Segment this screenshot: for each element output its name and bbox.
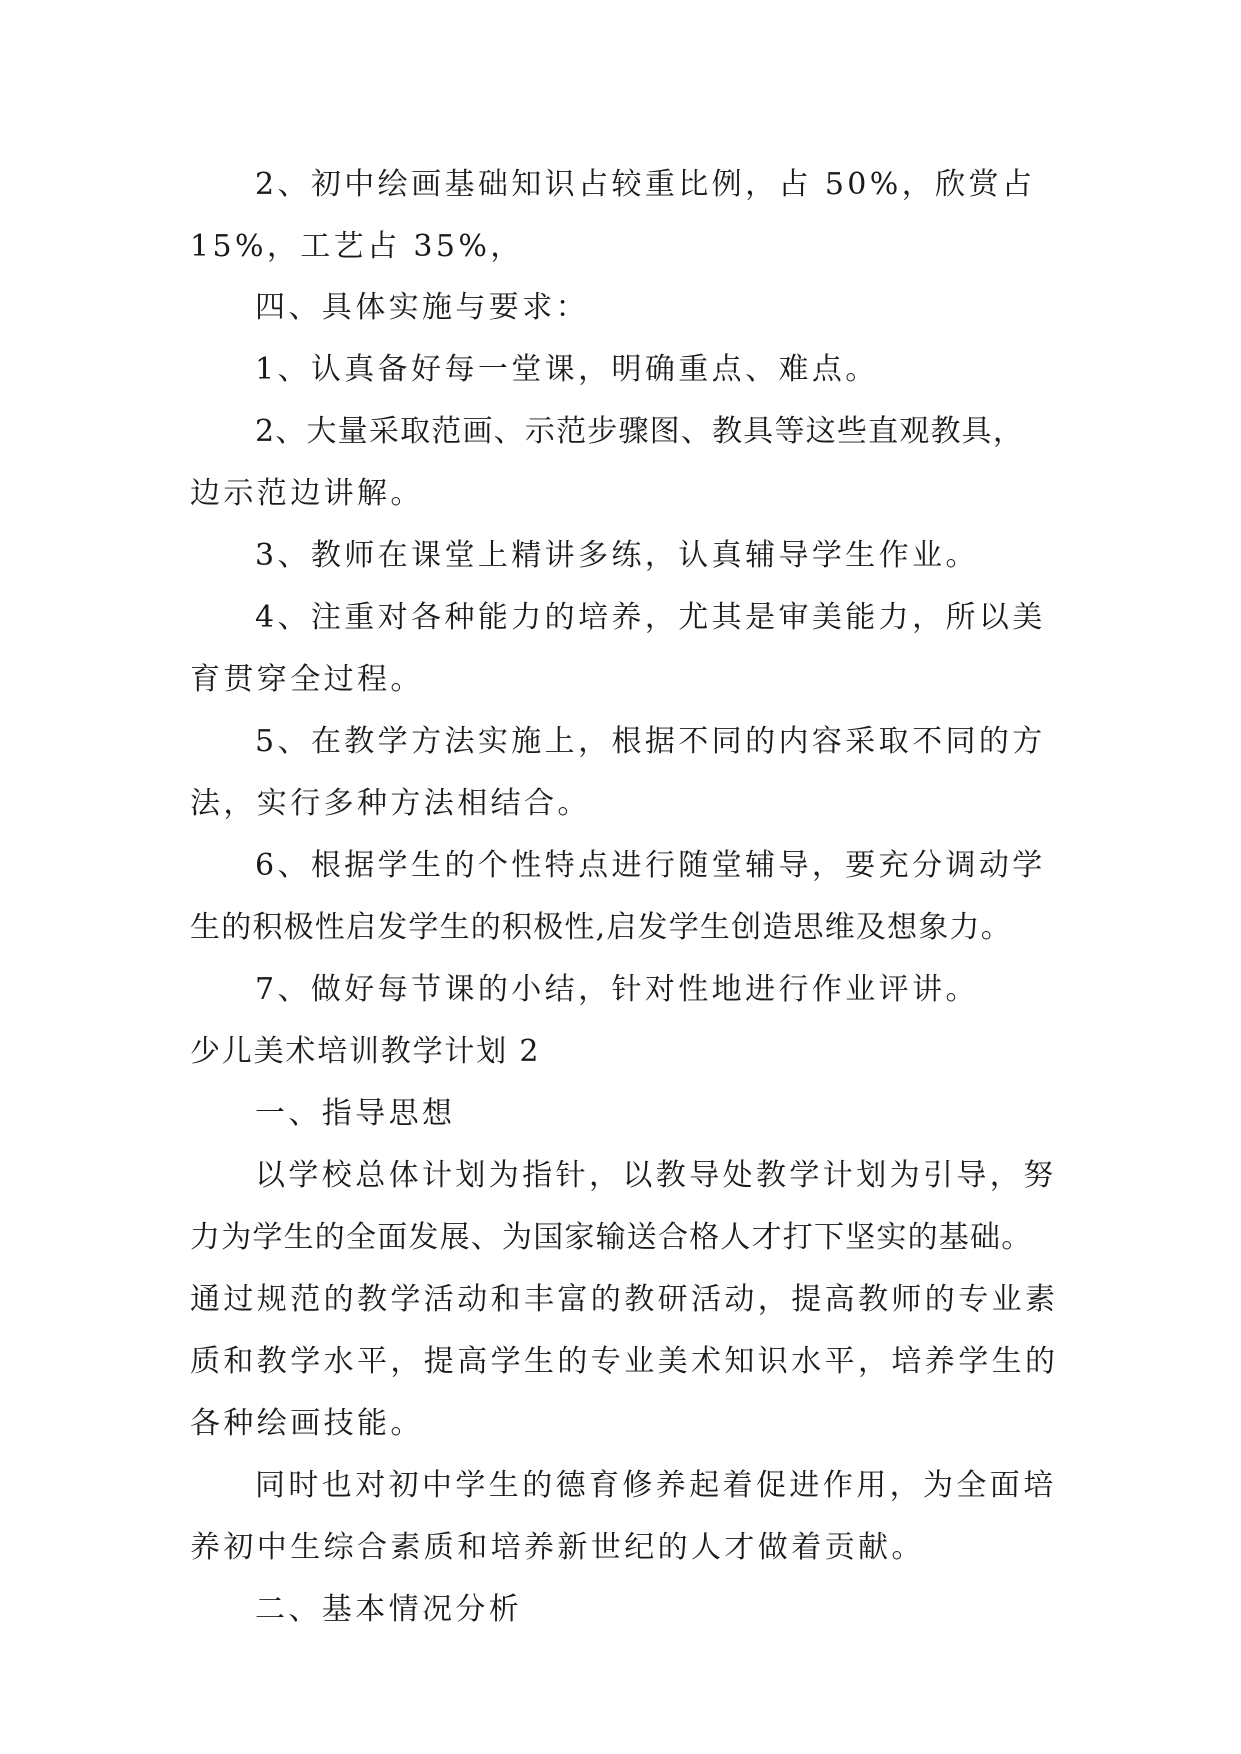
text-line: 同时也对初中学生的德育修养起着促进作用，为全面培: [255, 1468, 1057, 1503]
text-line: 各种绘画技能。: [190, 1406, 424, 1441]
text-line: 15%，工艺占 35%，: [190, 229, 524, 264]
text-line: 2、初中绘画基础知识占较重比例，占 50%，欣赏占: [255, 167, 1036, 202]
text-line: 养初中生综合素质和培养新世纪的人才做着贡献。: [190, 1530, 925, 1565]
text-line: 以学校总体计划为指针，以教导处教学计划为引导，努: [255, 1158, 1057, 1193]
text-line: 6、根据学生的个性特点进行随堂辅导，要充分调动学: [255, 848, 1046, 883]
text-line: 7、做好每节课的小结，针对性地进行作业评讲。: [255, 972, 979, 1007]
text-line: 法，实行多种方法相结合。: [190, 786, 591, 821]
section-heading: 四、具体实施与要求：: [255, 290, 589, 325]
text-line: 生的积极性启发学生的积极性,启发学生创造思维及想象力。: [190, 910, 1012, 945]
text-line: 通过规范的教学活动和丰富的教研活动，提高教师的专业素: [190, 1282, 1059, 1317]
text-line: 边示范边讲解。: [190, 476, 424, 511]
text-line: 5、在教学方法实施上，根据不同的内容采取不同的方: [255, 724, 1046, 759]
section-heading: 二、基本情况分析: [255, 1592, 523, 1627]
text-line: 育贯穿全过程。: [190, 662, 424, 697]
document-title: 少儿美术培训教学计划 2: [190, 1034, 541, 1069]
section-heading: 一、指导思想: [255, 1096, 456, 1131]
text-line: 1、认真备好每一堂课，明确重点、难点。: [255, 352, 879, 387]
text-line: 质和教学水平，提高学生的专业美术知识水平，培养学生的: [190, 1344, 1059, 1379]
text-line: 力为学生的全面发展、为国家输送合格人才打下坚实的基础。: [190, 1220, 1033, 1255]
text-line: 2、大量采取范画、示范步骤图、教具等这些直观教具，: [255, 414, 1025, 449]
text-line: 3、教师在课堂上精讲多练，认真辅导学生作业。: [255, 538, 979, 573]
text-line: 4、注重对各种能力的培养，尤其是审美能力，所以美: [255, 600, 1046, 635]
